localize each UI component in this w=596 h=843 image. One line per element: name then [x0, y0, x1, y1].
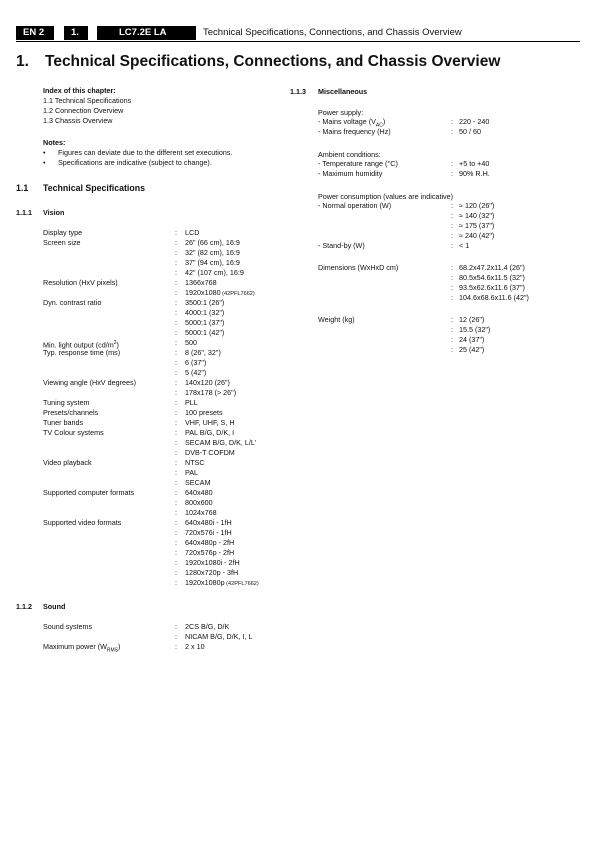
spec-value: 1280x720p - 3fH	[185, 568, 239, 577]
subsection-number: 1.1.1	[16, 208, 32, 217]
spec-label: Video playback	[43, 458, 92, 467]
spec-separator: :	[451, 127, 453, 136]
spec-label	[318, 293, 451, 303]
subsection-number: 1.1.2	[16, 602, 32, 611]
spec-label: - Normal operation (W)	[318, 201, 392, 210]
spec-row	[43, 568, 259, 578]
spec-label: - Mains frequency (Hz)	[318, 127, 391, 136]
spec-label	[318, 273, 451, 283]
spec-value: < 1	[459, 241, 470, 250]
spec-separator: :	[451, 211, 453, 220]
spec-value: 140x120 (26")	[185, 378, 230, 387]
spec-row	[43, 548, 259, 558]
spec-separator: :	[175, 358, 177, 367]
spec-label	[43, 268, 175, 278]
spec-row	[43, 388, 259, 398]
spec-row	[43, 228, 259, 238]
spec-separator: :	[175, 308, 177, 317]
spec-separator: :	[175, 388, 177, 397]
spec-value: 1920x1080i - 2fH	[185, 558, 240, 567]
spec-label	[43, 578, 175, 588]
dimensions-table	[318, 263, 529, 303]
spec-label: - Temperature range (°C)	[318, 159, 398, 168]
spec-value: 68.2x47.2x11.4 (26")	[459, 263, 525, 272]
spec-row	[318, 221, 494, 231]
spec-separator: :	[451, 169, 453, 178]
bullet-icon: •	[43, 148, 46, 157]
spec-row	[318, 231, 494, 241]
notes-title: Notes:	[43, 138, 66, 147]
spec-label: Dimensions (WxHxD cm)	[318, 263, 399, 272]
spec-separator: :	[175, 338, 177, 347]
spec-separator: :	[175, 488, 177, 497]
spec-row	[318, 283, 529, 293]
chapter-number: 1.	[16, 53, 29, 70]
model-tab: LC7.2E LA	[97, 26, 196, 40]
spec-separator: :	[175, 508, 177, 517]
bullet-icon: •	[43, 158, 46, 167]
spec-value: 6 (37")	[185, 358, 207, 367]
spec-separator: :	[175, 288, 177, 297]
spec-label: Presets/channels	[43, 408, 99, 417]
spec-value: 80.5x54.6x11.5 (32")	[459, 273, 525, 282]
spec-label	[43, 508, 175, 518]
spec-row	[43, 428, 259, 438]
spec-separator: :	[451, 201, 453, 210]
spec-row	[43, 498, 259, 508]
spec-row	[318, 117, 489, 127]
spec-row	[318, 273, 529, 283]
spec-row	[318, 241, 494, 251]
spec-label	[43, 248, 175, 258]
spec-value: 3500:1 (26")	[185, 298, 225, 307]
spec-label	[318, 325, 451, 335]
spec-value: NICAM B/G, D/K, I, L	[185, 632, 253, 641]
spec-separator: :	[175, 498, 177, 507]
spec-label	[43, 478, 175, 488]
spec-value: 8 (26", 32")	[185, 348, 221, 357]
spec-note: (42PFL7662)	[224, 581, 259, 587]
note-text: Specifications are indicative (subject to change).	[58, 158, 212, 167]
spec-separator: :	[451, 345, 453, 354]
spec-row	[43, 248, 259, 258]
spec-row	[318, 159, 490, 169]
spec-row	[43, 298, 259, 308]
spec-row	[43, 288, 259, 298]
spec-value: LCD	[185, 228, 200, 237]
spec-separator: :	[175, 448, 177, 457]
spec-separator: :	[175, 538, 177, 547]
spec-row	[318, 345, 490, 355]
spec-row	[43, 358, 259, 368]
spec-value: 720x576i - 1fH	[185, 528, 232, 537]
spec-value: ≈ 140 (32")	[459, 211, 495, 220]
spec-label: - Stand-by (W)	[318, 241, 365, 250]
spec-row	[318, 263, 529, 273]
spec-value: 1920x1080 (42PFL7662)	[185, 288, 255, 297]
subsection-title: Vision	[43, 208, 65, 217]
spec-separator: :	[175, 348, 177, 357]
spec-value: 26" (66 cm), 16:9	[185, 238, 240, 247]
spec-separator: :	[451, 159, 453, 168]
spec-label	[43, 558, 175, 568]
spec-value: 50 / 60	[459, 127, 481, 136]
spec-label	[43, 538, 175, 548]
spec-value: 42" (107 cm), 16:9	[185, 268, 244, 277]
spec-label	[43, 368, 175, 378]
spec-row	[318, 201, 494, 211]
spec-value: 2CS B/G, D/K	[185, 622, 230, 631]
spec-label: Weight (kg)	[318, 315, 355, 324]
spec-separator: :	[175, 298, 177, 307]
note-item	[43, 158, 212, 167]
spec-label	[318, 211, 451, 221]
spec-value: 93.5x62.6x11.6 (37")	[459, 283, 525, 292]
spec-label: Sound systems	[43, 622, 93, 631]
header-rule	[16, 41, 580, 42]
spec-separator: :	[175, 528, 177, 537]
spec-label: Min. light output $(cd/m^2)$	[43, 340, 119, 350]
spec-row	[43, 468, 259, 478]
spec-row	[318, 293, 529, 303]
spec-label	[43, 632, 175, 642]
spec-value: PLL	[185, 398, 198, 407]
spec-value: ≈ 175 (37")	[459, 221, 495, 230]
spec-row	[43, 408, 259, 418]
sound-spec-table	[43, 622, 253, 652]
index-item: 1.1 Technical Specifications	[43, 96, 132, 105]
spec-separator: :	[175, 622, 177, 631]
spec-value: +5 to +40	[459, 159, 490, 168]
spec-separator: :	[451, 325, 453, 334]
section-number: 1.1	[16, 183, 29, 193]
spec-row	[318, 315, 490, 325]
spec-row	[43, 308, 259, 318]
consumption-table	[318, 201, 494, 251]
spec-row	[43, 418, 259, 428]
spec-row	[43, 528, 259, 538]
spec-row	[43, 632, 253, 642]
spec-value: 640x480	[185, 488, 213, 497]
spec-separator: :	[175, 398, 177, 407]
spec-value: ≈ 120 (26")	[459, 201, 495, 210]
spec-row	[43, 328, 259, 338]
spec-value: 1366x768	[185, 278, 217, 287]
spec-separator: :	[175, 418, 177, 427]
spec-value: NTSC	[185, 458, 205, 467]
subsection-number: 1.1.3	[290, 87, 306, 96]
spec-value: 500	[185, 338, 197, 347]
spec-row	[43, 318, 259, 328]
spec-label	[43, 358, 175, 368]
spec-label	[43, 498, 175, 508]
spec-row	[318, 325, 490, 335]
spec-separator: :	[175, 632, 177, 641]
spec-label	[43, 308, 175, 318]
spec-value: 25 (42")	[459, 345, 485, 354]
spec-separator: :	[175, 368, 177, 377]
spec-row	[43, 458, 259, 468]
spec-value: 640x480p - 2fH	[185, 538, 235, 547]
spec-row	[43, 438, 259, 448]
spec-label	[43, 548, 175, 558]
spec-row	[43, 448, 259, 458]
spec-row	[318, 169, 490, 179]
spec-value: 220 - 240	[459, 117, 490, 126]
spec-separator: :	[175, 548, 177, 557]
spec-separator: :	[175, 258, 177, 267]
spec-label	[43, 468, 175, 478]
spec-value: 5000:1 (42")	[185, 328, 225, 337]
spec-label	[43, 448, 175, 458]
spec-row	[43, 488, 259, 498]
spec-value: SECAM	[185, 478, 211, 487]
spec-row	[43, 368, 259, 378]
spec-separator: :	[175, 558, 177, 567]
spec-separator: :	[175, 438, 177, 447]
spec-label	[318, 345, 451, 355]
note-item	[43, 148, 232, 157]
spec-value: 90% R.H.	[459, 169, 490, 178]
spec-label: Supported video formats	[43, 518, 122, 527]
ambient-table	[318, 159, 490, 179]
spec-separator: :	[451, 263, 453, 272]
spec-value: 12 (26")	[459, 315, 485, 324]
spec-row	[43, 338, 259, 348]
vision-spec-table	[43, 228, 259, 588]
spec-label: - Mains voltage $(V_{AC})$	[318, 117, 386, 129]
index-item: 1.3 Chassis Overview	[43, 116, 113, 125]
spec-row	[43, 378, 259, 388]
spec-row	[43, 278, 259, 288]
spec-row	[43, 558, 259, 568]
spec-label	[43, 288, 175, 298]
spec-label	[318, 221, 451, 231]
spec-value: 100 presets	[185, 408, 223, 417]
spec-value: 4000:1 (32")	[185, 308, 225, 317]
note-text: Figures can deviate due to the different set executions.	[58, 148, 233, 157]
spec-label: Typ. response time (ms)	[43, 348, 121, 357]
spec-label: Screen size	[43, 238, 81, 247]
spec-separator: :	[451, 241, 453, 250]
spec-value: 800x600	[185, 498, 213, 507]
spec-separator: :	[451, 335, 453, 344]
spec-separator: :	[175, 408, 177, 417]
ambient-title: Ambient conditions:	[318, 150, 381, 159]
spec-separator: :	[451, 221, 453, 230]
section-title: Technical Specifications	[43, 183, 146, 193]
spec-label: Supported computer formats	[43, 488, 135, 497]
spec-separator: :	[175, 458, 177, 467]
spec-value: PAL	[185, 468, 199, 477]
spec-value: 5 (42")	[185, 368, 207, 377]
spec-separator: :	[175, 238, 177, 247]
spec-value: SECAM B/G, D/K, L/L'	[185, 438, 257, 447]
spec-separator: :	[175, 378, 177, 387]
spec-label: Display type	[43, 228, 83, 237]
spec-label	[43, 528, 175, 538]
spec-label	[318, 231, 451, 241]
weight-table	[318, 315, 490, 355]
spec-row	[43, 238, 259, 248]
spec-row	[318, 127, 489, 137]
header-title: Technical Specifications, Connections, and Chassis Overview	[203, 27, 462, 38]
subsection-title: Sound	[43, 602, 66, 611]
spec-separator: :	[175, 642, 177, 651]
spec-separator: :	[175, 248, 177, 257]
spec-value: 178x178 (> 26")	[185, 388, 237, 397]
spec-value: 2 x 10	[185, 642, 205, 651]
spec-label: TV Colour systems	[43, 428, 104, 437]
spec-row	[318, 211, 494, 221]
spec-label	[43, 438, 175, 448]
spec-value: 640x480i - 1fH	[185, 518, 232, 527]
spec-separator: :	[175, 278, 177, 287]
chapter-title: Technical Specifications, Connections, and Chassis Overview	[45, 53, 501, 70]
spec-label: Resolution (HxV pixels)	[43, 278, 118, 287]
spec-label: Maximum power $(W_{RMS})$	[43, 642, 121, 654]
spec-label: Viewing angle (HxV degrees)	[43, 378, 136, 387]
spec-separator: :	[175, 578, 177, 587]
spec-row	[43, 508, 259, 518]
spec-value: 37" (94 cm), 16:9	[185, 258, 240, 267]
spec-row	[318, 335, 490, 345]
power-supply-table	[318, 117, 489, 137]
spec-separator: :	[175, 428, 177, 437]
spec-label	[318, 335, 451, 345]
spec-label	[43, 318, 175, 328]
spec-row	[43, 518, 259, 528]
spec-value: 104.6x68.6x11.6 (42")	[459, 293, 529, 302]
spec-separator: :	[451, 273, 453, 282]
spec-separator: :	[175, 568, 177, 577]
spec-label	[43, 258, 175, 268]
spec-value: 24 (37")	[459, 335, 485, 344]
spec-separator: :	[451, 117, 453, 126]
spec-value: 32" (82 cm), 16:9	[185, 248, 240, 257]
spec-label	[43, 328, 175, 338]
spec-label	[43, 388, 175, 398]
spec-separator: :	[451, 231, 453, 240]
spec-label: Tuning system	[43, 398, 90, 407]
spec-value: ≈ 240 (42")	[459, 231, 495, 240]
spec-label: - Maximum humidity	[318, 169, 383, 178]
spec-separator: :	[175, 328, 177, 337]
chapter-tab: 1.	[64, 26, 88, 40]
spec-label	[318, 283, 451, 293]
spec-row	[43, 622, 253, 632]
spec-separator: :	[451, 293, 453, 302]
spec-value: 1920x1080p (42PFL7662)	[185, 578, 259, 587]
spec-value: 15.5 (32")	[459, 325, 491, 334]
index-title: Index of this chapter:	[43, 86, 116, 95]
spec-separator: :	[175, 318, 177, 327]
spec-value: 1024x768	[185, 508, 217, 517]
spec-separator: :	[175, 478, 177, 487]
spec-separator: :	[451, 315, 453, 324]
spec-separator: :	[175, 468, 177, 477]
spec-row	[43, 268, 259, 278]
spec-label: Dyn. contrast ratio	[43, 298, 102, 307]
spec-row	[43, 578, 259, 588]
spec-separator: :	[175, 228, 177, 237]
page-number-tab: EN 2	[16, 26, 54, 40]
spec-separator: :	[451, 283, 453, 292]
spec-separator: :	[175, 268, 177, 277]
spec-row	[43, 478, 259, 488]
spec-value: VHF, UHF, S, H	[185, 418, 235, 427]
spec-row	[43, 258, 259, 268]
spec-note: (42PFL7662)	[220, 291, 255, 297]
spec-label: Tuner bands	[43, 418, 84, 427]
power-supply-title: Power supply:	[318, 108, 364, 117]
spec-row	[43, 398, 259, 408]
spec-label	[43, 568, 175, 578]
spec-row	[43, 348, 259, 358]
spec-value: 5000:1 (37")	[185, 318, 225, 327]
subsection-title: Miscellaneous	[318, 87, 368, 96]
spec-row	[43, 642, 253, 652]
spec-value: 720x576p - 2fH	[185, 548, 235, 557]
spec-value: DVB-T COFDM	[185, 448, 235, 457]
spec-separator: :	[175, 518, 177, 527]
consumption-title: Power consumption (values are indicative)	[318, 192, 454, 201]
spec-row	[43, 538, 259, 548]
index-item: 1.2 Connection Overview	[43, 106, 124, 115]
spec-value: PAL B/G, D/K, I	[185, 428, 235, 437]
